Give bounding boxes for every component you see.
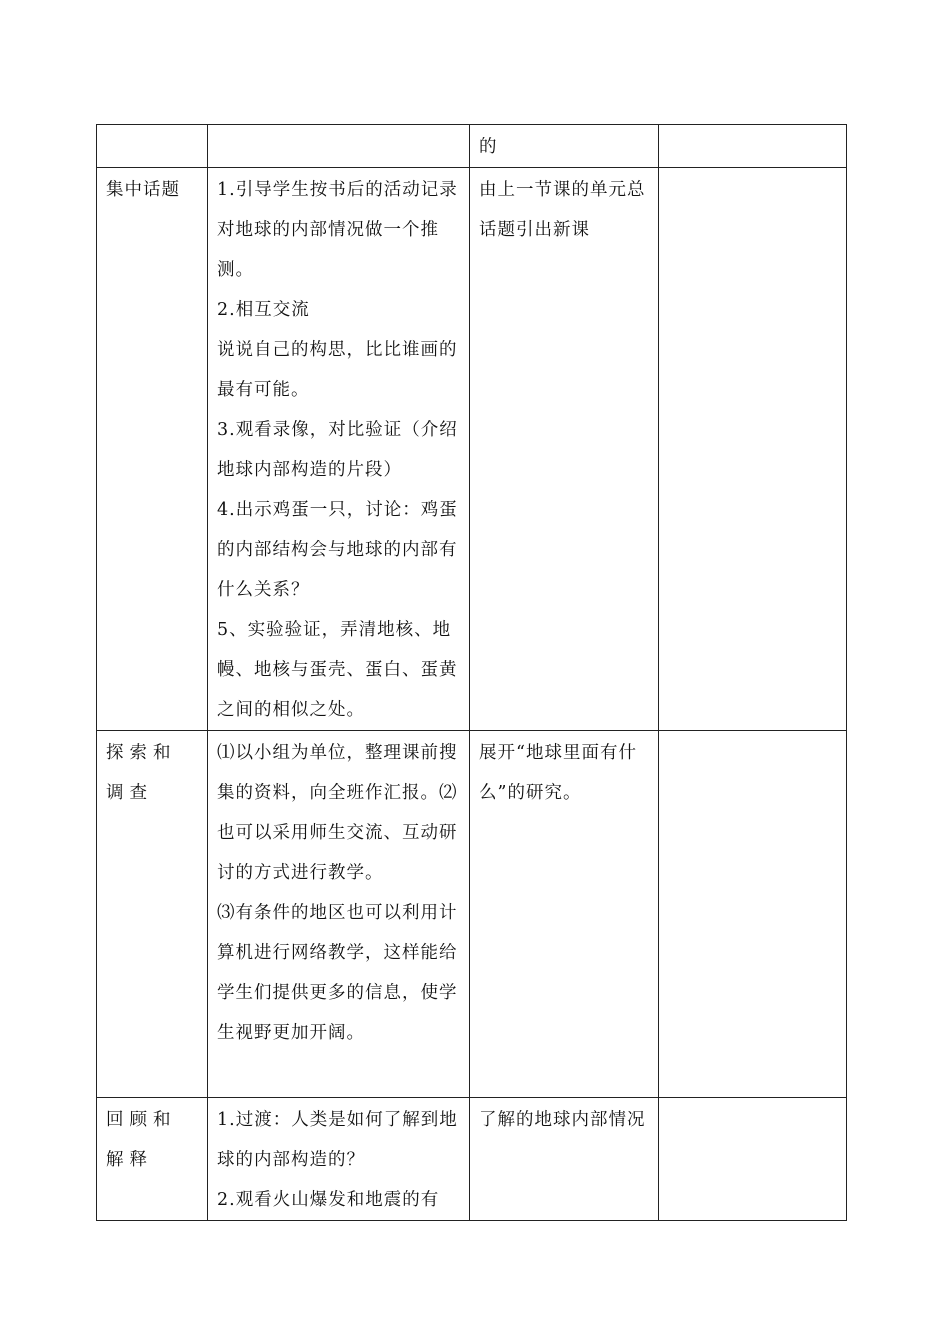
purpose-text: 了解的地球内部情况	[479, 1110, 646, 1130]
activity-cell	[208, 168, 470, 731]
notes-cell	[659, 168, 847, 731]
purpose-text: 由上一节课的单元总话题引出新课	[479, 180, 646, 240]
activity-paragraph: 5、实验验证，弄清地核、地幔、地核与蛋壳、蛋白、蛋黄之间的相似之处。	[217, 620, 458, 720]
purpose-text: 的	[479, 137, 498, 157]
stage-cell	[97, 125, 208, 168]
stage-label: 探索和调查	[106, 743, 177, 803]
stage-cell	[97, 731, 208, 1098]
activity-paragraph: 3.观看录像，对比验证（介绍地球内部构造的片段）	[217, 420, 458, 480]
activity-paragraph: 说说自己的构思，比比谁画的最有可能。	[217, 340, 458, 400]
stage-cell	[97, 1098, 208, 1221]
notes-cell	[659, 125, 847, 168]
activity-paragraph: 2.观看火山爆发和地震的有	[217, 1190, 440, 1210]
notes-cell	[659, 1098, 847, 1221]
purpose-cell	[470, 168, 659, 731]
activity-paragraph: 1.过渡：人类是如何了解到地球的内部构造的？	[217, 1110, 458, 1170]
activity-paragraph: ⑶有条件的地区也可以利用计算机进行网络教学，这样能给学生们提供更多的信息，使学生视野更加开阔。	[217, 903, 458, 1043]
activity-paragraph: 2.相互交流	[217, 300, 310, 320]
purpose-text: 展开“地球里面有什么”的研究。	[479, 743, 637, 803]
purpose-cell	[470, 125, 659, 168]
activity-paragraph: 1.引导学生按书后的活动记录对地球的内部情况做一个推测。	[217, 180, 458, 280]
stage-label: 集中话题	[106, 180, 180, 200]
activity-paragraph: ⑴以小组为单位，整理课前搜集的资料，向全班作汇报。⑵也可以采用师生交流、互动研讨的方式进行教学。	[217, 743, 458, 883]
table-row	[97, 731, 847, 1098]
lesson-plan-table	[96, 124, 847, 1221]
activity-cell	[208, 731, 470, 1098]
activity-cell	[208, 1098, 470, 1221]
stage-cell	[97, 168, 208, 731]
purpose-cell	[470, 731, 659, 1098]
table-row	[97, 1098, 847, 1221]
table-row	[97, 125, 847, 168]
table-row	[97, 168, 847, 731]
activity-paragraph: 4.出示鸡蛋一只，讨论：鸡蛋的内部结构会与地球的内部有什么关系？	[217, 500, 458, 600]
activity-cell	[208, 125, 470, 168]
purpose-cell	[470, 1098, 659, 1221]
notes-cell	[659, 731, 847, 1098]
stage-label: 回顾和解释	[106, 1110, 177, 1170]
